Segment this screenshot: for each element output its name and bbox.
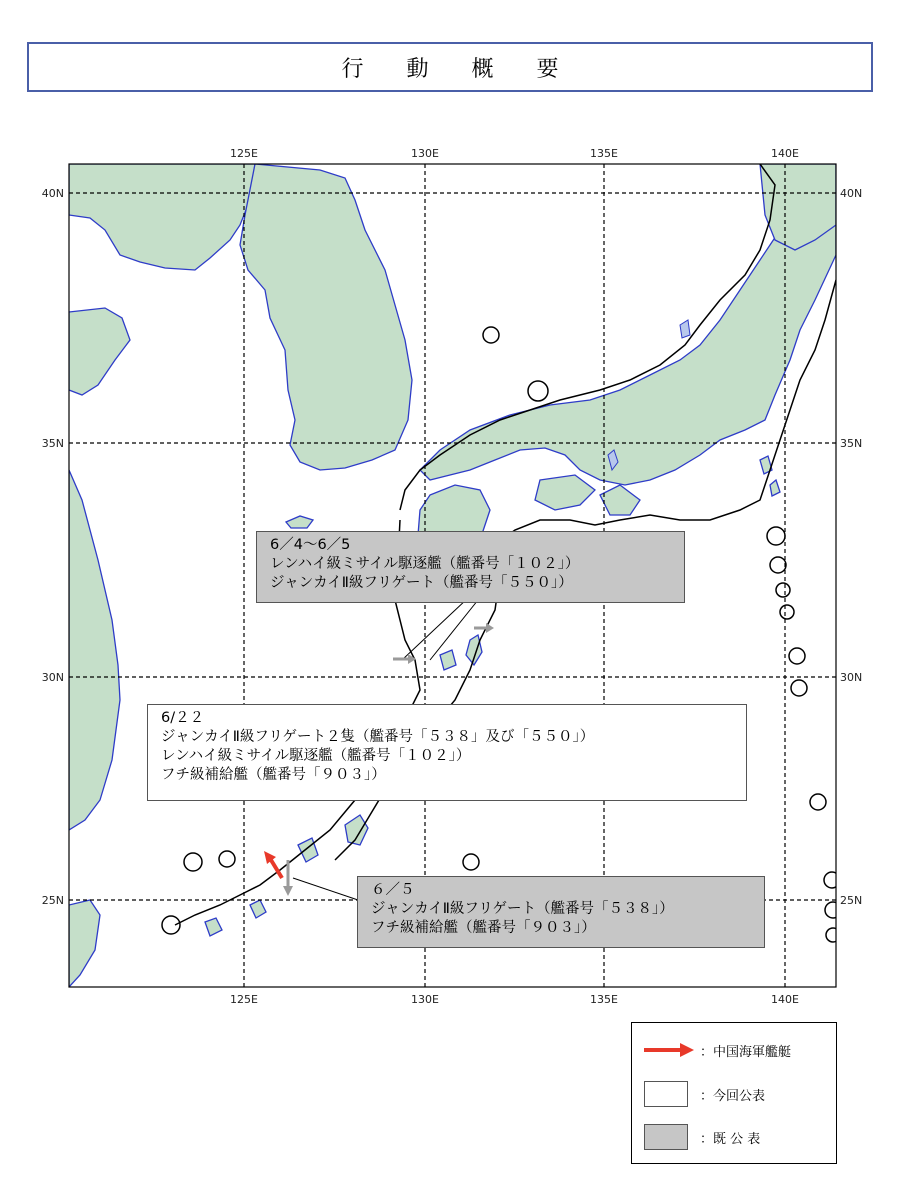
callout-line: ジャンカイⅡ級フリゲート（艦番号「５５０」）: [270, 575, 573, 591]
legend-label-new: ：今回公表: [700, 1088, 766, 1104]
tick-lat-right-40: 40N: [840, 187, 863, 200]
tick-lat-right-25: 25N: [840, 894, 863, 907]
callout-line: ジャンカイⅡ級フリゲート２隻（艦番号「５３８」及び「５５０」）: [161, 729, 595, 745]
tick-lat-left-35: 35N: [41, 437, 64, 450]
page-title: 行 動 概 要: [341, 56, 577, 82]
tick-lon-bottom-135: 135E: [590, 993, 618, 1006]
legend-label-navy: ：中国海軍艦艇: [700, 1044, 792, 1060]
tick-lon-bottom-125: 125E: [230, 993, 258, 1006]
legend-row-new: [632, 1081, 765, 1107]
navy-arrow-icon: [642, 1037, 698, 1063]
legend-row-old: [632, 1124, 760, 1150]
tick-lon-top-140: 140E: [771, 147, 799, 160]
callout-date: 6／4～6／5: [270, 537, 351, 553]
legend-swatch-new: [644, 1081, 688, 1107]
tick-lat-left-25: 25N: [41, 894, 64, 907]
callout-jun22: [147, 704, 747, 801]
tick-lat-right-30: 30N: [840, 671, 863, 684]
tick-lon-top-125: 125E: [230, 147, 258, 160]
tick-lat-right-35: 35N: [840, 437, 863, 450]
callout-line: レンハイ級ミサイル駆逐艦（艦番号「１０２」）: [161, 748, 471, 764]
legend-label-old: ：既 公 表: [700, 1131, 761, 1147]
callout-jun4-5: [256, 531, 685, 603]
callout-date: ６／５: [371, 882, 415, 898]
callout-jun5: [357, 876, 765, 948]
tick-lon-bottom-140: 140E: [771, 993, 799, 1006]
tick-lat-left-30: 30N: [41, 671, 64, 684]
callout-line: フチ級補給艦（艦番号「９０３」）: [161, 767, 386, 783]
callout-date: 6/２２: [161, 710, 205, 726]
callout-line: ジャンカイⅡ級フリゲート（艦番号「５３８」）: [371, 901, 674, 917]
tick-lon-bottom-130: 130E: [411, 993, 439, 1006]
callout-line: フチ級補給艦（艦番号「９０３」）: [371, 920, 596, 936]
callout-line: レンハイ級ミサイル駆逐艦（艦番号「１０２」）: [270, 556, 580, 572]
tick-lon-top-135: 135E: [590, 147, 618, 160]
legend: [631, 1022, 837, 1164]
legend-row-navy: [632, 1037, 791, 1063]
tick-lon-top-130: 130E: [411, 147, 439, 160]
legend-swatch-old: [644, 1124, 688, 1150]
tick-lat-left-40: 40N: [41, 187, 64, 200]
